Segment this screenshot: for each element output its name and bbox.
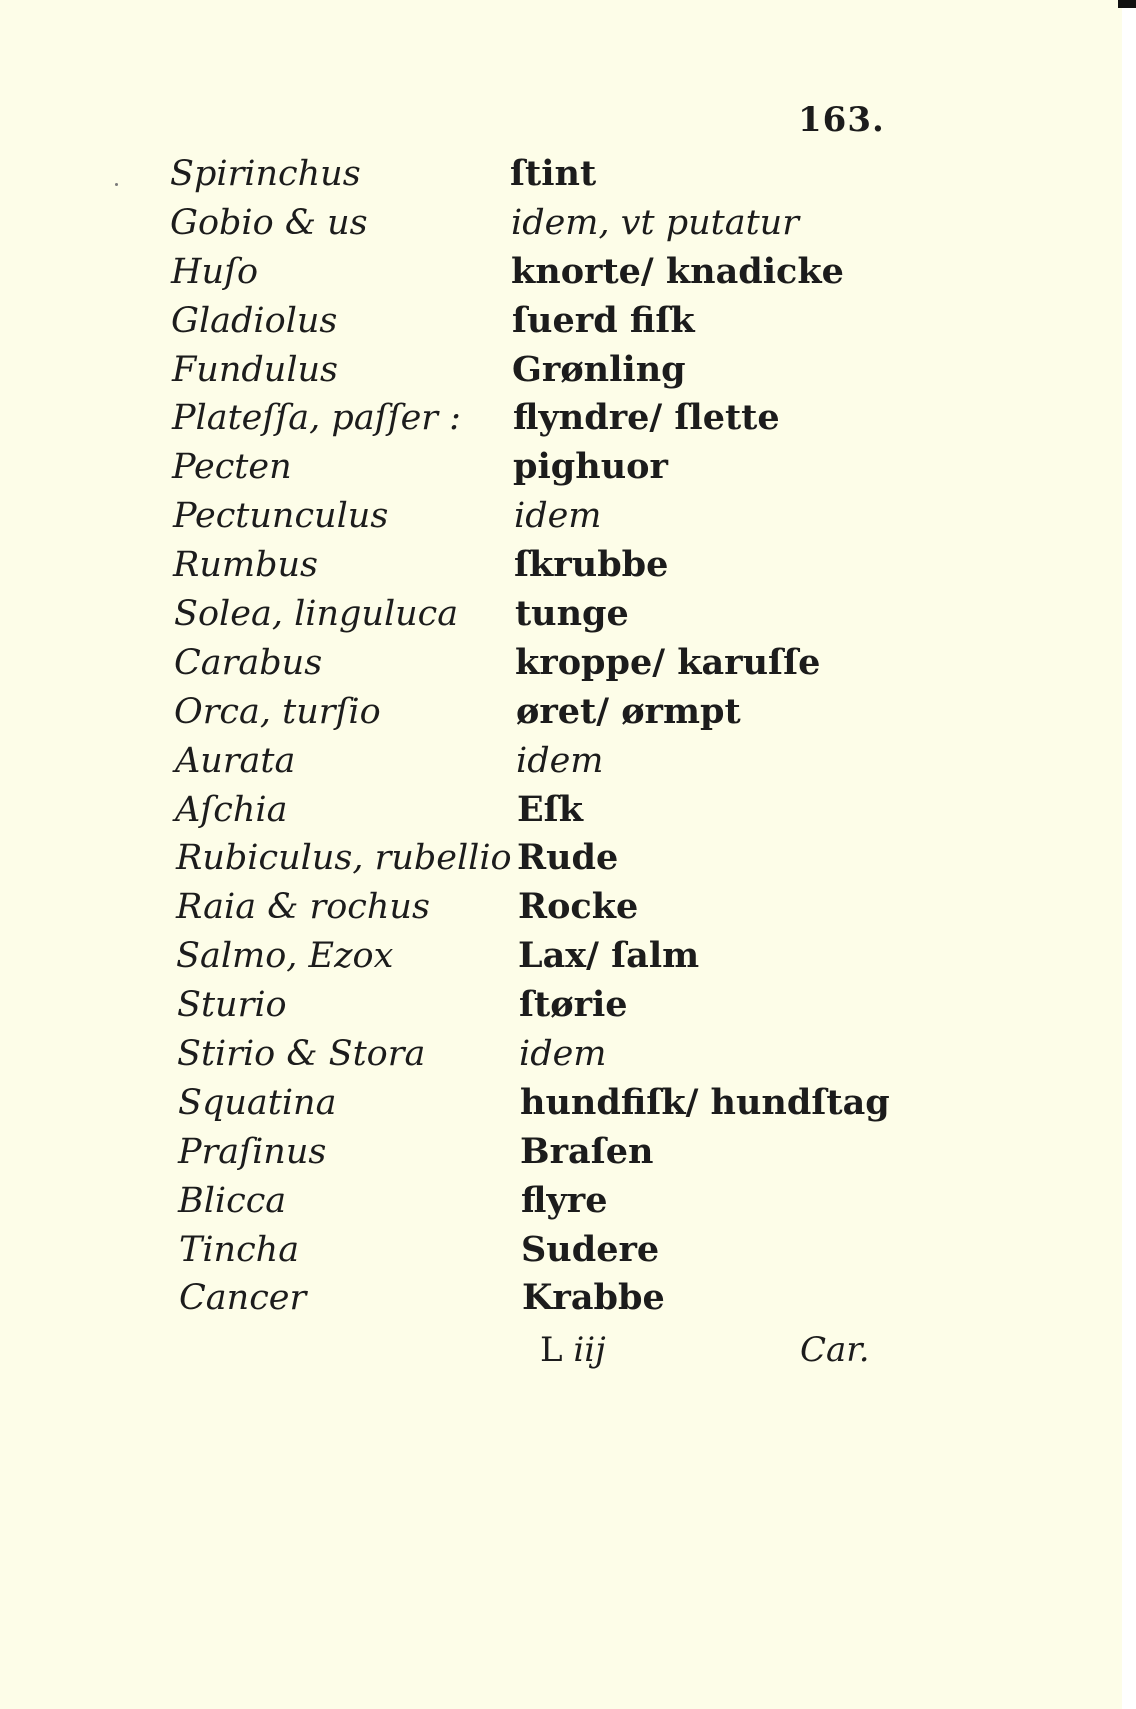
- vernacular-name: idem, vt putatur: [511, 202, 799, 243]
- glossary-entry: [0, 1128, 1122, 1177]
- vernacular-name: ſkrubbe: [514, 544, 669, 586]
- catchword: Car.: [800, 1330, 870, 1370]
- vernacular-name: hundfiſk/ hundſtag: [520, 1081, 890, 1123]
- glossary-entry: [0, 737, 1122, 786]
- scan-edge-mark: [1118, 0, 1136, 8]
- latin-name: Huſo: [171, 251, 259, 292]
- vernacular-name: øret/ ørmpt: [516, 690, 741, 732]
- latin-name: Orca, turſio: [174, 691, 381, 732]
- glossary-entry: [0, 834, 1122, 883]
- vernacular-name: flyndre/ ſlette: [513, 397, 780, 439]
- signature-mark: [540, 1330, 606, 1370]
- vernacular-name: ſuerd fiſk: [512, 299, 695, 341]
- latin-name: Tincha: [179, 1229, 300, 1270]
- glossary-entry: [0, 394, 1122, 443]
- glossary-entry: [0, 1030, 1122, 1079]
- glossary-entry: [0, 1274, 1122, 1323]
- vernacular-name: Krabbe: [522, 1277, 665, 1319]
- glossary-entry: [0, 541, 1122, 590]
- vernacular-name: Braſen: [520, 1130, 654, 1172]
- glossary-entry: [0, 443, 1122, 492]
- vernacular-name: tunge: [515, 593, 629, 635]
- vernacular-name: idem: [516, 740, 604, 781]
- glossary-entry: [0, 688, 1122, 737]
- glossary-entry: [0, 248, 1122, 297]
- vernacular-name: Sudere: [521, 1228, 660, 1270]
- vernacular-name: ſtint: [510, 153, 597, 194]
- latin-name: Plateſſa, paſſer :: [172, 398, 461, 439]
- latin-name: Aſchia: [175, 789, 288, 830]
- vernacular-name: Lax/ ſalm: [518, 935, 700, 977]
- paper-speck: [115, 183, 118, 186]
- glossary-entry: [0, 590, 1122, 639]
- glossary-entry: [0, 932, 1122, 981]
- latin-name: Blicca: [178, 1180, 287, 1221]
- latin-name: Salmo, Ezox: [176, 936, 394, 977]
- latin-name: Squatina: [178, 1082, 337, 1123]
- glossary-entry: [0, 786, 1122, 835]
- latin-name: Praſinus: [178, 1131, 327, 1172]
- latin-name: Gobio & us: [170, 202, 368, 243]
- latin-name: Sturio: [177, 985, 287, 1026]
- glossary-entry: [0, 1226, 1122, 1275]
- latin-name: Stirio & Stora: [177, 1034, 426, 1075]
- page-number: 163.: [798, 100, 885, 140]
- signature-letter: L: [540, 1330, 563, 1370]
- latin-name: Solea, linguluca: [174, 594, 459, 635]
- latin-name: Aurata: [175, 740, 296, 781]
- scan-margin: [1122, 0, 1136, 1709]
- latin-name: Carabus: [174, 642, 323, 683]
- glossary-entry: [0, 150, 1122, 199]
- latin-name: Pectunculus: [173, 496, 389, 537]
- latin-name: Gladiolus: [171, 300, 338, 341]
- vernacular-name: Eſk: [517, 788, 583, 830]
- glossary-entry: [0, 639, 1122, 688]
- vernacular-name: Rude: [517, 837, 619, 879]
- latin-name: Cancer: [179, 1278, 307, 1319]
- glossary-entry: [0, 1177, 1122, 1226]
- vernacular-name: pighuor: [513, 446, 668, 488]
- glossary-entry: [0, 297, 1122, 346]
- vernacular-name: Grønling: [512, 348, 686, 390]
- vernacular-name: ſtørie: [519, 984, 628, 1026]
- vernacular-name: knorte/ knadicke: [511, 250, 844, 292]
- vernacular-name: idem: [514, 496, 602, 537]
- latin-name: Raia & rochus: [176, 887, 430, 928]
- glossary-entry: [0, 492, 1122, 541]
- latin-name: Rumbus: [173, 545, 318, 586]
- vernacular-name: flyre: [521, 1179, 608, 1221]
- latin-name: Spirinchus: [170, 154, 361, 194]
- signature-numeral: iij: [573, 1330, 606, 1370]
- glossary-entry: [0, 199, 1122, 248]
- latin-name: Rubiculus, rubellio: [176, 838, 512, 879]
- glossary-entry: [0, 883, 1122, 932]
- fish-glossary-list: [0, 150, 1122, 1323]
- glossary-entry: [0, 1079, 1122, 1128]
- vernacular-name: kroppe/ karuſſe: [515, 641, 821, 683]
- latin-name: Fundulus: [172, 349, 339, 390]
- vernacular-name: idem: [519, 1034, 607, 1075]
- glossary-entry: [0, 981, 1122, 1030]
- latin-name: Pecten: [172, 447, 292, 488]
- glossary-entry: [0, 346, 1122, 395]
- vernacular-name: Rocke: [518, 886, 639, 928]
